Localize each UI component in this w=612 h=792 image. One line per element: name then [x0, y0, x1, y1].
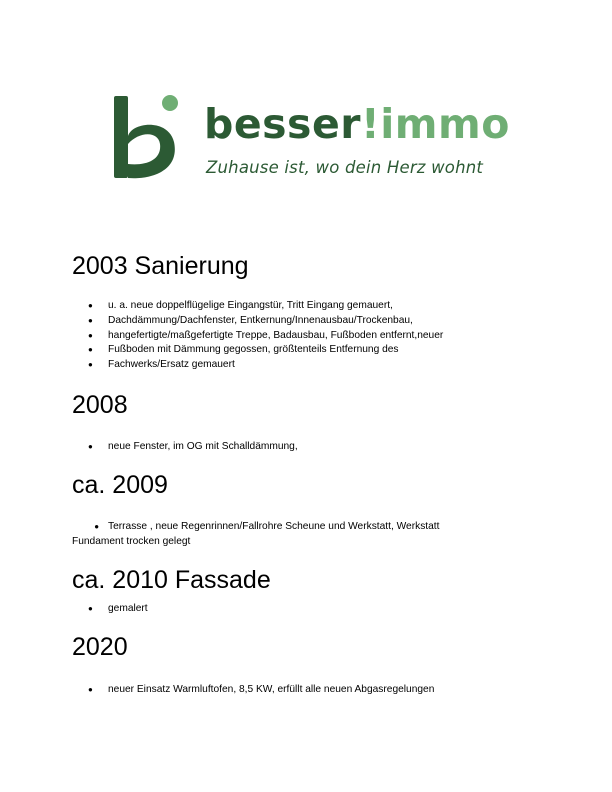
brand-tagline: Zuhause ist, wo dein Herz wohnt: [206, 158, 484, 177]
list-item: ● gemalert: [88, 603, 148, 614]
list-item: ● hangefertigte/maßgefertigte Treppe, Badausbau, Fußboden entfernt,neuer: [88, 329, 444, 341]
list-item: ● Terrasse , neue Regenrinnen/Fallrohre Scheune und Werkstatt, Werkstatt Fundament trocken gelegt: [72, 521, 440, 547]
list-item: ● Fußboden mit Dämmung gegossen, größtenteils Entfernung des: [88, 344, 399, 356]
section-list-2008: [72, 440, 552, 455]
section-list-2003: [72, 299, 552, 373]
list-item: ● neuer Einsatz Warmluftofen, 8,5 KW, erfüllt alle neuen Abgasregelungen: [88, 684, 435, 695]
list-item: ● Fachwerks/Ersatz gemauert: [88, 359, 235, 371]
section-heading-2003: 2003 Sanierung: [72, 252, 249, 280]
section-heading-2020: 2020: [72, 633, 128, 661]
section-list-2010: [72, 602, 552, 617]
logo-mark-icon: [112, 92, 182, 182]
list-item: ● Dachdämmung/Dachfenster, Entkernung/Innenausbau/Trockenbau,: [88, 314, 413, 326]
section-heading-2010: ca. 2010 Fassade: [72, 566, 271, 594]
section-list-2009: [72, 520, 482, 550]
section-heading-2008: 2008: [72, 391, 128, 419]
brand-name: besser!immo: [204, 100, 510, 148]
section-heading-2009: ca. 2009: [72, 471, 168, 499]
section-list-2020: [72, 683, 552, 698]
list-item: ● neue Fenster, im OG mit Schalldämmung,: [88, 441, 298, 452]
list-item: ● u. a. neue doppelflügelige Eingangstür, Tritt Eingang gemauert,: [88, 300, 393, 311]
company-logo: [112, 92, 510, 182]
